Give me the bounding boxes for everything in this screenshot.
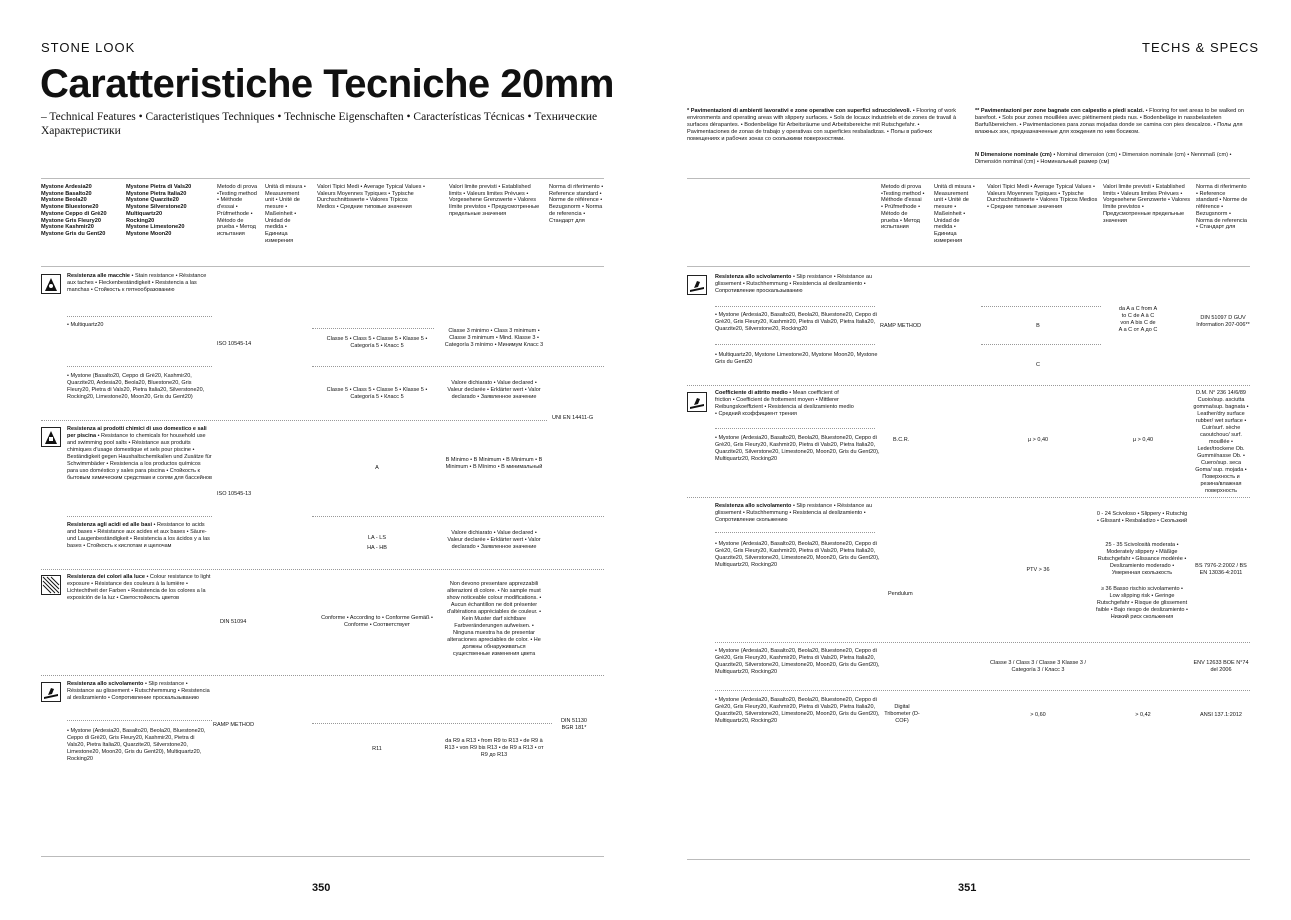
slip-section-label [67,681,212,702]
slip-ramp-typical-b: C [1036,362,1040,368]
env-products: • Mystone (Ardesia20, Basalto20, Beola20, Bluestone20, Ceppo di Grè20, Gris Fleury20, Kashmir20, Pietra di Vals20, Pietra Italia20, Quarzite20, Silverstone20, Limestone20, Moon20, Gris du Gent20), Multiquartz20, Rocking20 [715,648,880,675]
slip-resistance-icon [41,682,61,702]
slip-desc: • Slip resistance • Résistance au glissement • Rutschhemmung • Resistencia al deslizamiento • Сопротивление проскальзыванию [67,681,210,701]
slip-ramp-products-b: • Multiquartz20, Mystone Limestone20, Mystone Moon20, Mystone Gris du Gent20 [715,352,878,365]
acid-typical-1: LA - LS [367,535,387,541]
slip-ramp-products-a: • Mystone (Ardesia20, Basalto20, Beola20, Bluestone20, Ceppo di Grè20, Gris Fleury20, Kashmir20, Pietra di Vals20, Pietra Italia20, Quarzite20, Silverstone20, Rocking20 [715,312,877,332]
page-number: 350 [312,882,331,894]
row-divider [715,690,1250,691]
footnote-workplace [687,108,957,143]
row-divider [715,642,1250,643]
footnote-wet-text: • Flooring for wet areas to be walked on barefoot. • Sols pour zones mouillées avec piétinement pieds nus. • Bodenbeläge in nassbelasteten Barfußbereichen. • Pavimentaciones para zonas mojadas donde se camina con pies descalzos. • Полы для влажных зон, предназначенные для хождения по ним босиком. [975,108,1245,135]
footnote-nominal [975,152,1250,166]
slip-ramp-section-label [715,274,880,295]
product-name: Mystone Silverstone20 [126,204,187,211]
header-norm: Norma di riferimento • Reference standard • Norme de référence • Bezugsnorm • Norma de referencia • Стандарт для [549,184,604,224]
slip-ramp-method: RAMP METHOD [880,323,922,329]
row-divider [312,328,434,329]
header-method: Metodo di prova •Testing method • Méthode d'essai • Prüfmethode • Método de prueba • Метод испытания [881,184,925,231]
product-name: Mystone Beola20 [41,197,87,204]
page-title: Caratteristiche Tecniche 20mm [40,62,614,106]
stain-norm: UNI EN 14411-G [552,415,594,421]
chemical-title: Resistenza ai prodotti chimici di uso domestico e sali per piscina [67,426,207,439]
section-divider [687,497,1250,498]
chemical-limit: B Minimo • B Minimum • B Minimum • B Minimum • B Mínimo • B минимальный [445,457,543,470]
slip-test-method: RAMP METHOD [213,722,255,728]
section-divider [41,420,547,421]
header-top-rule [687,178,1250,179]
chemical-section-label [67,426,212,482]
footnote-nominal-text: • Nominal dimension (cm) • Dimension nominale (cm) • Nennmaß (cm) • Dimensión nominal (cm) • Номинальный размер (см) [975,152,1232,165]
product-name: Mystone Pietra di Vals20 [126,184,192,190]
slip-limit: da R9 a R13 • from R9 to R13 • de R9 à R13 • von R9 bis R13 • de R9 a R13 • от R9 до R13 [444,738,544,758]
header-typical: Valori Tipici Medi • Average Typical Values • Valeurs Moyennes Typiques • Typische Durchschnittswerte • Valores Típicos Medios • Средние типовые значения [317,184,425,211]
stain-limit-a: Classe 3 minimo • Class 3 minimum • Classe 3 minimum • Mind. Klasse 3 • Categoría 3 mínimo • Минимум Класс 3 [444,328,544,348]
friction-products: • Mystone (Ardesia20, Basalto20, Beola20, Bluestone20, Ceppo di Grè20, Gris Fleury20, Kashmir20, Pietra di Vals20, Pietra Italia20, Quarzite20, Silverstone20, Limestone20, Moon20, Gris du Gent20), Multiquartz20, Rocking20 [715,435,880,462]
pendulum-method: Pendulum [888,591,913,597]
stain-typical-a: Classe 5 • Class 5 • Classe 5 • Klasse 5 • Categoría 5 • Класс 5 [326,336,428,349]
dcof-products: • Mystone (Ardesia20, Basalto20, Beola20, Bluestone20, Ceppo di Grè20, Gris Fleury20, Kashmir20, Pietra di Vals20, Pietra Italia20, Quarzite20, Silverstone20, Limestone20, Moon20, Gris du Gent20), Multiquartz20, Rocking20 [715,697,880,724]
header-unit: Unità di misura • Measurement unit • Unité de mesure • Maßeinheit • Unidad de medida • Единица измерения [934,184,975,244]
pendulum-limit-moderate: 25 - 35 Scivolosità moderata • Moderately slippery • Mäßige Rutschgefahr • Glissance modérée • Deslizamiento moderado • Умеренная скользкость [1097,542,1187,576]
light-title: Resistenza dei colori alla luce [67,574,145,580]
row-divider [312,516,604,517]
footnote-wet-title: ** Pavimentazioni per zone bagnate con calpestio a piedi scalzi. [975,108,1145,114]
acid-limit: Valore dichiarato • Value declared • Valeur declarée • Erklärter wert • Valor declarado • Заявленное значение [447,530,541,550]
brand-label: STONE LOOK [41,40,136,55]
acid-typical-2: HA - HB [367,545,387,551]
row-divider [981,306,1101,307]
friction-limit: µ > 0,40 [1132,437,1154,443]
footnote-workplace-text: • Flooring of work environments and operating areas with slippery surfaces. • Sols de locaux industriels et de zones de travail à surfaces dérapantes. • Bodenbeläge für Arbeitsräume und Arbeitsbereiche mit Rutschgefahr. • Pavimentaciones de zonas de trabajo y operativas con superficies resbaladizas. • Полы в рабочих помещениях и рабочих зонах со скользкими поверхностями. [687,108,957,142]
pendulum-limit-slippery: 0 - 24 Scivoloso • Slippery • Rutschig • Glissant • Resbaladizo • Скользкий [1096,511,1188,524]
acid-section-label [67,522,212,550]
slip-ramp-limit: da A a C from A to C de A à C von A bis C de A a C от A до C [1118,306,1158,333]
row-divider [981,344,1101,345]
chemical-desc: • Resistance to chemicals for household use and swimming pool salts • Résistance aux produits chimiques d'usage domestique et sels pour piscine • Beständigkeit gegen Haushaltschemikalien und Zusätze für Schwimmbäder • Resistencia a los productos químicos para uso doméstico y sales para piscina • Стойкость к бытовым химическим средствам и солям для бассейнов [67,433,212,481]
footnote-wet-areas [975,108,1250,136]
product-name: Mystone Basalto20 [41,190,92,197]
pendulum-limit-low: ≥ 36 Basso rischio scivolamento • Low slipping risk • Geringe Rutschgefahr • Risque de glissement faible • Bajo riesgo de deslizamiento • Низкий риск скольжения [1096,586,1188,620]
product-name: Mystone Bluestone20 [41,204,99,211]
chemical-resistance-icon [41,427,61,447]
section-divider [41,569,604,570]
section-divider [41,675,604,676]
stain-resistance-icon [41,274,61,294]
chemical-typical: A [375,465,379,471]
dcof-typical: > 0,60 [1030,712,1046,718]
row-divider [67,720,212,721]
product-name: Mystone Gris du Gent20 [41,230,106,237]
row-divider [715,532,875,533]
pendulum-section-label [715,503,880,524]
slip-ramp-title: Resistenza allo scivolamento [715,274,792,280]
row-divider [67,366,212,367]
light-limit: Non devono presentare apprezzabili alterazioni di colore. • No sample must show noticeable colour modifications. • Aucun échantillon ne doit présenter d'altérations appréciables de couleur. • Kein Muster darf sichtbare Farbveränderungen aufweisen. • Ninguna muestra ha de presentar alteraciones apreciables de color. • Не должны обнаруживаться существенные изменения цвета [446,581,542,657]
dcof-norm: ANSI 137.1:2012 [1200,712,1242,718]
pendulum-title: Resistenza allo scivolamento [715,503,792,509]
acid-desc: • Resistance to acids and bases • Résistance aux acides et aux bases • Säure- und Laugenbeständigkeit • Resistencia a los ácidos y a las bases • Стойкость к кислотам и щелочам [67,522,210,549]
light-section-label [67,574,212,602]
row-divider [715,428,875,429]
product-list-col2 [126,184,214,238]
product-name: Mystone Pietra Italia20 [126,190,187,197]
pendulum-typical: PTV > 36 [1026,567,1050,573]
header-bottom-rule [687,266,1250,267]
dcof-limit: > 0,42 [1135,712,1151,718]
product-list-col1 [41,184,123,238]
stain-typical-b: Classe 5 • Class 5 • Classe 5 • Klasse 5 • Categoría 5 • Класс 5 [326,387,428,400]
header-norm: Norma di riferimento • Reference standard • Norme de référence • Bezugsnorm • Norma de referencia • Стандарт для [1196,184,1248,231]
row-divider [715,306,875,307]
product-name: Mystone Ceppo di Grè20 [41,210,107,217]
pendulum-desc: • Slip resistance • Résistance au glissement • Rutschhemmung • Resistencia al deslizamiento • Сопротивление скольжению [715,503,873,523]
friction-desc: • Mean coefficient of friction • Coefficient de frottement moyen • Mittlerer Reibungskoeffizient • Resistencia al deslizamiento medio • Средний коэффициент трения [715,390,854,417]
friction-section-label [715,390,855,418]
product-name: Mystone Kashmir20 [41,224,94,231]
slip-products: • Mystone (Ardesia20, Basalto20, Beola20, Bluestone20, Ceppo di Grè20, Gris Fleury20, Kashmir20, Pietra di Vals20, Pietra Italia20, Quarzite20, Silverstone20, Limestone20, Moon20, Gris du Gent20), Multiquartz20, Rocking20 [67,728,206,762]
header-bottom-rule [41,266,604,267]
friction-norm: D.M. N° 236 14/6/89 Cuoio/sup. asciutta gomma/sup. bagnata • Leather/dry surface rubber/ wet surface • Cuir/surf. sèche caoutchouc/ surf. mouillée • Leder/trockene Ob. Gummi/nasse Ob. • Cuero/sup. seca Goma/ sup. mojada • Поверхность и резина/влажная поверхность [1193,390,1249,494]
product-name: Rocking20 [126,217,155,224]
page-number: 351 [958,882,977,894]
slip-ramp-typical-a: B [1036,323,1040,329]
stain-section-label [67,273,207,294]
stain-products-b: • Mystone (Basalto20, Ceppo di Grè20, Kashmir20, Quarzite20, Ardesia20, Beola20, Bluestone20, Gris Fleury20, Pietra di Vals20, Pietra Italia20, Silverstone20, Rocking20, Limestone20, Moon20, Gris du Gent20) [67,373,205,400]
stain-product-multiquartz: • Multiquartz20 [67,322,104,328]
row-divider [67,516,212,517]
pendulum-norm: BS 7976-2:2002 / BS EN 13036-4:2011 [1195,563,1247,576]
brand-label: TECHS & SPECS [1142,40,1260,55]
header-limits: Valori limite previsti • Established limits • Valeurs limites Prévues • Vorgesehene Grenzwerte • Valores límite previstos • Предусмотренные предельные значения [1103,184,1191,224]
slip-ramp-norm: DIN 51097 D GUV Information 207-006** [1196,315,1250,328]
footer-rule [687,859,1250,860]
friction-method: B.C.R. [893,437,910,443]
slip-resistance-icon [687,275,707,295]
stain-title: Resistenza alle macchie [67,273,130,279]
pendulum-products: • Mystone (Ardesia20, Basalto20, Beola20, Bluestone20, Ceppo di Grè20, Gris Fleury20, Kashmir20, Pietra di Vals20, Pietra Italia20, Quarzite20, Silverstone20, Limestone20, Moon20, Gris du Gent20), Multiquartz20, Rocking20 [715,541,880,568]
chemical-test-method: ISO 10545-13 [217,491,252,497]
header-method: Metodo di prova •Testing method • Méthode d'essai • Prüfmethode • Método de prueba • Метод испытания [217,184,258,237]
slip-title: Resistenza allo scivolamento [67,681,144,687]
light-test-method: DIN 51094 [220,619,247,625]
row-divider [312,723,552,724]
env-norm: ENV 12633 BOE N°74 del 2006 [1193,660,1249,673]
stain-limit-b: Valore dichiarato • Value declared • Valeur declarée • Erklärter wert • Valor declarado • Заявленное значение [447,380,541,400]
footnote-nominal-title: N Dimensione nominale (cm) [975,152,1052,158]
row-divider [67,316,212,317]
acid-title: Resistenza agli acidi ed alle basi [67,522,152,528]
product-name: Mystone Gris Fleury20 [41,217,101,224]
light-resistance-icon [41,575,61,595]
footnote-workplace-title: * Pavimentazioni di ambienti lavorativi e zone operative con superfici sdrucciolevoli. [687,108,912,114]
slip-norm: DIN 51130 BGR 181* [561,718,587,731]
dcof-method: Digital Tribometer (D-COF) [884,704,920,724]
slip-ramp-desc: • Slip resistance • Résistance au glissement • Rutschhemmung • Resistencia al deslizamiento • Сопротивление проскальзыванию [715,274,873,294]
stain-test-method: ISO 10545-14 [217,341,252,347]
friction-title: Coefficiente di attrito medio [715,390,788,396]
stain-desc: • Stain resistance • Résistance aux taches • Fleckenbeständigkeit • Resistencia a las manchas • Стойкость к пятнообразованию [67,273,207,293]
page-subtitle: – Technical Features • Caracteristiques Techniques • Technische Eigenschaften • Características Técnicas • Технические Характеристики [41,111,598,137]
row-divider [312,366,604,367]
light-typical: Conforme • According to • Conforme Gemäß • Conforme • Соответствует [321,615,433,628]
env-typical: Classe 3 / Class 3 / Classe 3 Klasse 3 / Categoría 3 / Класс 3 [990,660,1086,673]
footer-rule [41,856,604,857]
product-name: Mystone Limestone20 [126,224,185,231]
slip-typical: R11 [372,746,382,752]
product-name: Mystone Moon20 [126,230,172,237]
header-unit: Unità di misura • Measurement unit • Unité de mesure • Maßeinheit • Unidad de medida • Единица измерения [265,184,306,244]
product-name: Multiquartz20 [126,210,163,217]
light-desc: • Colour resistance to light exposure • Résistance des couleurs à la lumière • Lichtechtheit der Farben • Resistencia de los colores a la exposición de la luz • Светостойкость цветов [67,574,211,601]
friction-typical: µ > 0,40 [1027,437,1049,443]
header-typical: Valori Tipici Medi • Average Typical Values • Valeurs Moyennes Typiques • Typische Durchschnittswerte • Valores Típicos Medios • Средние типовые значения [987,184,1098,211]
friction-icon [687,392,707,412]
product-name: Mystone Ardesia20 [41,184,92,190]
header-limits: Valori limite previsti • Established limits • Valeurs limites Prévues • Vorgesehene Grenzwerte • Valores límite previstos • Предусмотренные предельные значения [449,184,540,217]
row-divider [715,344,875,345]
product-name: Mystone Quarzite20 [126,197,179,204]
section-divider [687,385,1250,386]
header-top-rule [41,178,604,179]
